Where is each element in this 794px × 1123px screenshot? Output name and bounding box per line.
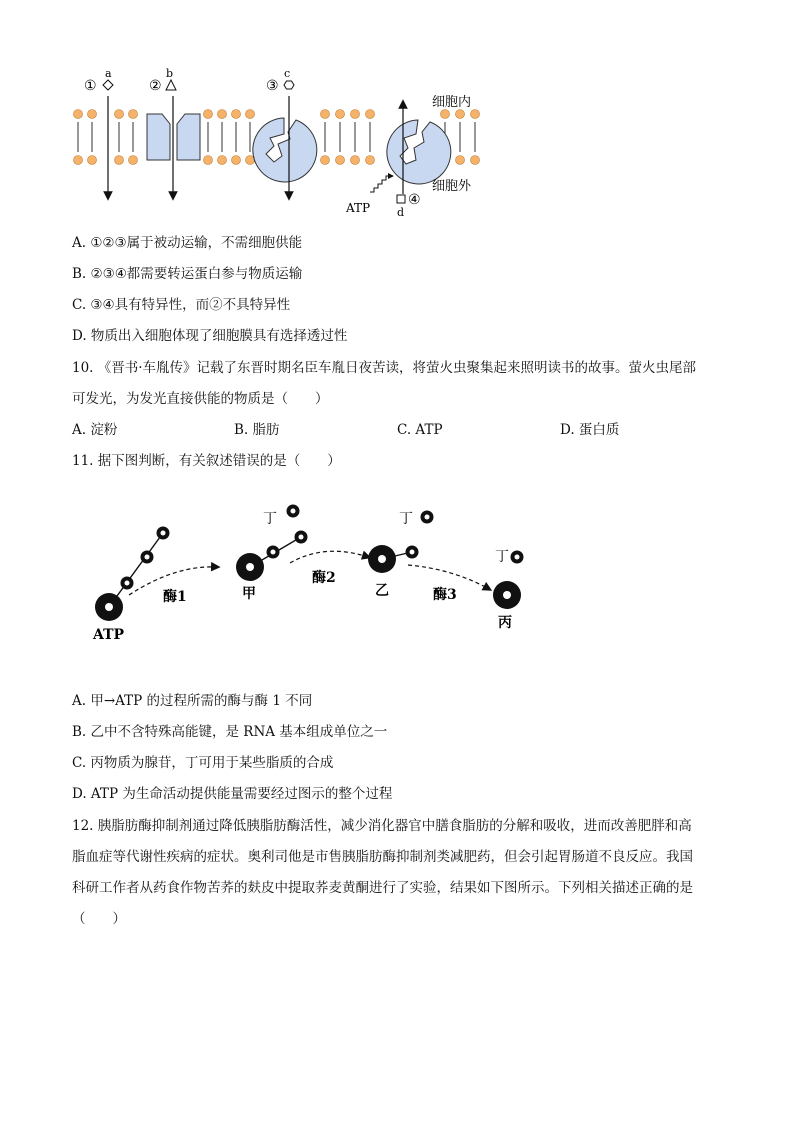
label-jia: 甲	[242, 586, 256, 602]
lipid-head	[74, 156, 83, 165]
q9-option-c: C. ③④具有特异性，而②不具特异性	[72, 297, 291, 313]
lipid-head	[204, 110, 213, 119]
label-enzyme3: 酶3	[433, 587, 457, 603]
label-ding-2: 丁	[399, 511, 413, 527]
lipid-head	[204, 156, 213, 165]
lipid-head	[321, 110, 330, 119]
atp-energy-arrow	[370, 176, 390, 192]
atp-molecule	[95, 527, 170, 622]
lipid-head	[88, 110, 97, 119]
atp-hydrolysis-figure	[85, 495, 545, 645]
label-enzyme1: 酶1	[163, 589, 187, 605]
q11-option-b: B. 乙中不含特殊高能键，是 RNA 基本组成单位之一	[72, 724, 388, 740]
square-d-icon	[397, 195, 405, 203]
arrow-enzyme3	[408, 565, 489, 589]
label-bing: 丙	[498, 615, 512, 631]
q12-stem-line1: 12. 胰脂肪酶抑制剂通过降低胰脂肪酶活性，减少消化器官中膳食脂肪的分解和吸收，进而改善肥胖和高	[72, 818, 692, 834]
q12-stem-line3: 科研工作者从药食作物苦荞的麸皮中提取荞麦黄酮进行了实验，结果如下图所示。下列相关描述正确的是	[72, 880, 693, 896]
q11-option-a: A. 甲→ATP 的过程所需的酶与酶 1 不同	[72, 693, 313, 709]
lipid-head	[246, 110, 255, 119]
channel-protein-left	[147, 114, 170, 160]
membrane-transport-figure	[70, 64, 490, 224]
q9-option-b: B. ②③④都需要转运蛋白参与物质运输	[72, 266, 303, 282]
lipid-head	[218, 156, 227, 165]
label-ding-3: 丁	[495, 549, 509, 565]
triangle-b-icon	[166, 80, 176, 90]
carrier-protein-3	[253, 118, 317, 182]
lipid-head	[441, 110, 450, 119]
lipid-head	[321, 156, 330, 165]
label-cell-outside: 细胞外	[432, 179, 472, 194]
lipid-head	[115, 110, 124, 119]
label-cell-inside: 细胞内	[432, 95, 472, 110]
q10-stem-line1: 10. 《晋书·车胤传》记载了东晋时期名臣车胤日夜苦读，将萤火虫聚集起来照明读书的故事。萤火虫尾部	[72, 360, 697, 376]
diamond-a-icon	[103, 80, 113, 90]
label-c: c	[284, 67, 291, 80]
label-b: b	[166, 67, 174, 80]
label-ding-1: 丁	[263, 511, 277, 527]
q10-option-b: B. 脂肪	[234, 422, 280, 438]
label-a: a	[105, 67, 112, 80]
label-atp: ATP	[93, 627, 125, 643]
lipid-head	[74, 110, 83, 119]
q10-option-c: C. ATP	[397, 422, 443, 438]
q10-option-a: A. 淀粉	[72, 422, 118, 438]
lipid-head	[366, 156, 375, 165]
q10-stem-line2: 可发光，为发光直接供能的物质是（ ）	[72, 391, 329, 407]
label-circle-2: ②	[149, 78, 162, 94]
lipid-head	[456, 156, 465, 165]
lipid-head	[456, 110, 465, 119]
q9-option-d: D. 物质出入细胞体现了细胞膜具有选择透过性	[72, 328, 348, 344]
lipid-head	[351, 156, 360, 165]
lipid-head	[232, 110, 241, 119]
q11-option-c: C. 丙物质为腺苷，丁可用于某些脂质的合成	[72, 755, 334, 771]
label-yi: 乙	[375, 583, 389, 599]
lipid-head	[351, 110, 360, 119]
lipid-head	[115, 156, 124, 165]
lipid-head	[471, 156, 480, 165]
hexagon-c-icon	[284, 81, 294, 89]
lipid-head	[336, 110, 345, 119]
q11-option-d: D. ATP 为生命活动提供能量需要经过图示的整个过程	[72, 786, 393, 802]
channel-protein-right	[177, 114, 200, 160]
lipid-head	[88, 156, 97, 165]
lipid-head	[129, 156, 138, 165]
arrow-enzyme2	[290, 551, 368, 563]
lipid-head	[129, 110, 138, 119]
lipid-head	[471, 110, 480, 119]
lipid-head	[366, 110, 375, 119]
label-circle-3: ③	[266, 78, 279, 94]
label-circle-4: ④	[408, 192, 421, 208]
q10-option-d: D. 蛋白质	[560, 422, 620, 438]
q12-stem-line4: （ ）	[72, 911, 126, 927]
lipid-head	[232, 156, 241, 165]
lipid-head	[336, 156, 345, 165]
q11-stem: 11. 据下图判断，有关叙述错误的是（ ）	[72, 453, 341, 469]
label-enzyme2: 酶2	[312, 570, 336, 586]
label-d: d	[397, 206, 405, 219]
label-circle-1: ①	[84, 78, 97, 94]
q9-option-a: A. ①②③属于被动运输，不需细胞供能	[72, 235, 303, 251]
lipid-head	[218, 110, 227, 119]
carrier-protein-4	[387, 120, 451, 184]
label-atp: ATP	[346, 201, 371, 215]
q12-stem-line2: 脂血症等代谢性疾病的症状。奥利司他是市售胰脂肪酶抑制剂类减肥药，但会引起胃肠道不良反应。我国	[72, 849, 693, 865]
